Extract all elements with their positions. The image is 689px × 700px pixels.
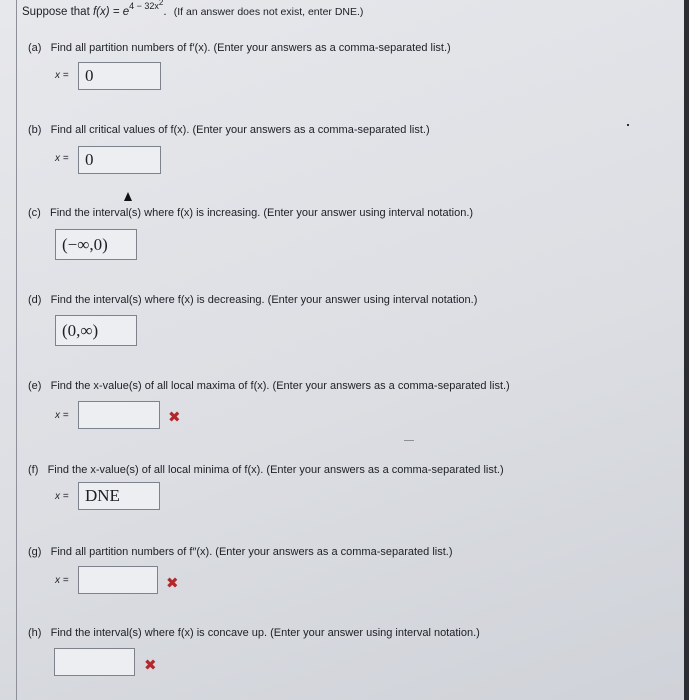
x-equals-label: x = [55,153,69,164]
question-letter: (e) [28,380,42,392]
answer-input-e[interactable] [78,401,160,429]
question-letter: (c) [28,207,41,219]
question-text: Find the interval(s) where f(x) is concave up. (Enter your answer using interval notation.) [50,627,480,639]
question-text: Find all partition numbers of f′(x). (Enter your answers as a comma-separated list.) [50,42,451,54]
question-f [28,464,504,476]
question-letter: (g) [28,546,42,558]
question-text: Find the x-value(s) of all local maxima of f(x). (Enter your answers as a comma-separated list.) [50,380,510,392]
question-g [28,546,453,558]
question-text: Find the interval(s) where f(x) is increasing. (Enter your answer using interval notation.) [50,207,474,219]
answer-input-a[interactable]: 0 [78,62,161,90]
header-period: . [163,6,167,18]
page-left-border [16,0,17,700]
question-e [28,380,510,392]
question-letter: (a) [28,42,42,54]
question-d [28,294,477,306]
answer-input-b[interactable]: 0 [78,146,161,174]
incorrect-x-icon: ✖ [144,657,157,674]
question-text: Find the x-value(s) of all local minima of f(x). (Enter your answers as a comma-separated list.) [47,464,504,476]
incorrect-x-icon: ✖ [166,575,179,592]
answer-input-g[interactable] [78,566,158,594]
mouse-cursor-icon [124,192,132,201]
page-right-border [684,0,689,700]
function-definition: f(x) = e [92,6,130,18]
screen-speck [627,124,629,126]
question-letter: (b) [28,124,42,136]
x-equals-label: x = [55,410,69,421]
question-h [28,627,480,639]
x-equals-label: x = [55,575,69,586]
question-letter: (f) [28,464,39,476]
answer-input-f[interactable]: DNE [78,482,160,510]
answer-input-c[interactable]: (−∞,0) [55,229,137,260]
answer-input-d[interactable]: (0,∞) [55,315,137,346]
incorrect-x-icon: ✖ [168,409,181,426]
x-equals-label: x = [55,491,69,502]
question-text: Find all partition numbers of f″(x). (Enter your answers as a comma-separated list.) [50,546,453,558]
question-b [28,124,430,136]
x-equals-label: x = [55,70,69,81]
question-text: Find all critical values of f(x). (Enter your answers as a comma-separated list.) [50,124,430,136]
screen-speck-dash [404,440,414,441]
header-prefix: Suppose that [22,6,93,18]
question-letter: (h) [28,627,42,639]
question-text: Find the interval(s) where f(x) is decreasing. (Enter your answer using interval notation.) [50,294,478,306]
question-c [28,207,473,219]
answer-input-h[interactable] [54,648,135,676]
question-a [28,42,451,54]
question-letter: (d) [28,294,42,306]
problem-statement [22,0,364,18]
dne-instruction: (If an answer does not exist, enter DNE.) [173,6,364,18]
function-exponent: 4 − 32x2 [129,0,164,11]
